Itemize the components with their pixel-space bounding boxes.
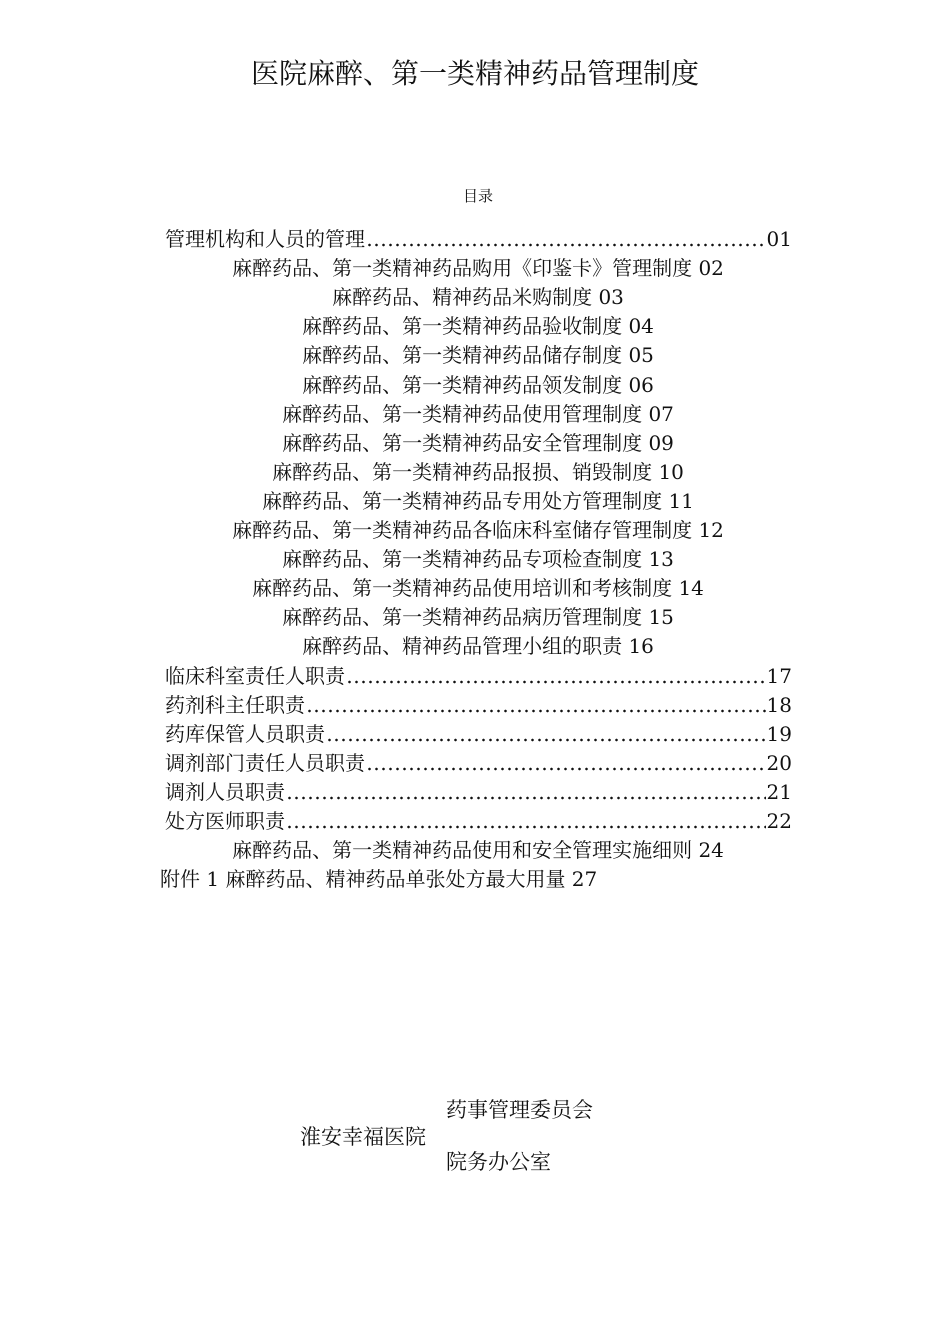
- toc-entry-page: 19: [766, 721, 792, 746]
- toc-entry: 麻醉药品、第一类精神药品储存制度 05: [302, 343, 654, 368]
- toc-entry: 麻醉药品、第一类精神药品安全管理制度 09: [282, 430, 674, 455]
- toc-entry: [165, 720, 792, 749]
- toc-entry-page: 17: [766, 663, 792, 688]
- toc-dot-leader: [366, 749, 766, 778]
- toc-entry: 麻醉药品、第一类精神药品使用和安全管理实施细则 24: [232, 838, 724, 863]
- toc-entry: [165, 662, 792, 691]
- toc-entry-title: 药剂科主任职责: [165, 692, 305, 717]
- signature-office: 院务办公室: [446, 1150, 551, 1174]
- toc-entry: 麻醉药品、第一类精神药品专用处方管理制度 11: [262, 488, 694, 513]
- toc-dot-leader: [306, 691, 766, 720]
- toc-entry: 麻醉药品、第一类精神药品使用管理制度 07: [282, 401, 674, 426]
- toc-entry-page: 01: [766, 227, 792, 251]
- toc-entry-title: 药库保管人员职责: [165, 721, 325, 746]
- toc-entry: 麻醉药品、第一类精神药品领发制度 06: [302, 372, 654, 397]
- toc-entry: [165, 691, 792, 720]
- toc-entry: [165, 749, 792, 778]
- toc-entry: 麻醉药品、精神药品管理小组的职责 16: [302, 634, 654, 659]
- toc-entry: [165, 778, 792, 807]
- toc-dot-leader: [286, 807, 766, 836]
- toc-entry-title: 调剂部门责任人员职责: [165, 750, 365, 775]
- toc-entry-title: 临床科室责任人职责: [165, 663, 345, 688]
- toc-entry-page: 21: [766, 779, 792, 804]
- toc-entry-title: 处方医师职责: [165, 809, 285, 833]
- toc-entry: [165, 807, 792, 836]
- signature-committee: 药事管理委员会: [446, 1098, 593, 1122]
- toc-entry: 麻醉药品、精神药品米购制度 03: [332, 285, 624, 310]
- toc-dot-leader: [366, 225, 766, 254]
- toc-heading: 目录: [462, 187, 493, 205]
- toc-entry-page: 18: [766, 692, 792, 717]
- toc-entry: 麻醉药品、第一类精神药品专项检查制度 13: [282, 547, 674, 572]
- toc-entry: 麻醉药品、第一类精神药品购用《印鉴卡》管理制度 02: [232, 256, 724, 281]
- toc-entry-page: 22: [766, 809, 792, 833]
- toc-entry: 麻醉药品、第一类精神药品验收制度 04: [302, 314, 654, 339]
- toc-entry-title: 管理机构和人员的管理: [165, 227, 365, 251]
- toc-dot-leader: [346, 662, 766, 691]
- toc-entry-page: 20: [766, 750, 792, 775]
- signature-hospital: 淮安幸福医院: [300, 1125, 426, 1149]
- toc-entry: 附件 1 麻醉药品、精神药品单张处方最大用量 27: [160, 867, 598, 892]
- toc-entry: 麻醉药品、第一类精神药品各临床科室储存管理制度 12: [232, 518, 724, 542]
- toc-dot-leader: [286, 778, 766, 807]
- toc-entry-title: 调剂人员职责: [165, 779, 285, 804]
- toc-entry: [165, 225, 792, 254]
- toc-entry: 麻醉药品、第一类精神药品报损、销毁制度 10: [272, 459, 684, 484]
- toc-dot-leader: [326, 720, 766, 749]
- document-title: 医院麻醉、第一类精神药品管理制度: [250, 57, 699, 90]
- toc-entry: 麻醉药品、第一类精神药品使用培训和考核制度 14: [252, 576, 704, 601]
- toc-entry: 麻醉药品、第一类精神药品病历管理制度 15: [282, 605, 674, 630]
